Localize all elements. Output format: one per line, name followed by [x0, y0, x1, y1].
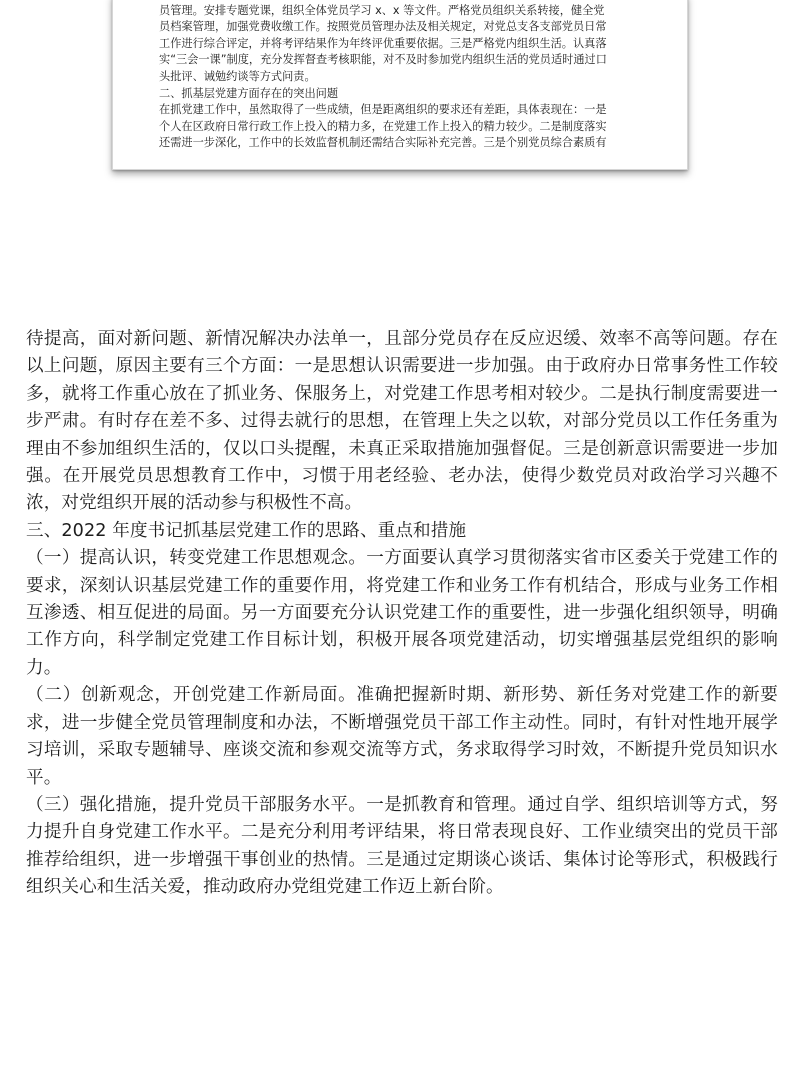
preview-line: 员管理。安排专题党课，组织全体党员学习 x、x 等文件。严格党员组织关系转接，健全党 — [159, 3, 605, 17]
preview-line: 员档案管理，加强党费收缴工作。按照党员管理办法及相关规定，对党总支各支部党员日常 — [159, 20, 607, 34]
document-body — [26, 326, 778, 902]
paragraph-measure-3: （三）强化措施，提升党员干部服务水平。一是抓教育和管理。通过自学、组织培训等方式，努力提升自身党建工作水平。二是充分利用考评结果，将日常表现良好、工作业绩突出的党员干部推荐给组织，进一步增强干事创业的热情。三是通过定期谈心谈话、集体讨论等形式，积极践行组织关心和生活关爱，推动政府办党组党建工作迈上新台阶。 — [26, 794, 778, 898]
paragraph-problems-causes: 待提高，面对新问题、新情况解决办法单一，且部分党员存在反应迟缓、效率不高等问题。存在以上问题，原因主要有三个方面：一是思想认识需要进一步加强。由于政府办日常事务性工作较多，就将工作重心放在了抓业务、保服务上，对党建工作思考相对较少。二是执行制度需要进一步严肃。有时存在差不多、过得去就行的思想，在管理上失之以软，对部分党员以工作任务重为理由不参加组织生活的，仅以口头提醒，未真正采取措施加强督促。三是创新意识需要进一步加强。在开展党员思想教育工作中，习惯于用老经验、老办法，使得少数党员对政治学习兴趣不浓，对党组织开展的活动参与积极性不高。 — [26, 329, 778, 514]
preview-line: 在抓党建工作中，虽然取得了一些成绩，但是距离组织的要求还有差距，具体表现在：一是 — [159, 103, 607, 117]
section-heading-3: 三、2022 年度书记抓基层党建工作的思路、重点和措施 — [26, 520, 467, 541]
paragraph-measure-1: （一）提高认识，转变党建工作思想观念。一方面要认真学习贯彻落实省市区委关于党建工作的要求，深刻认识基层党建工作的重要作用，将党建工作和业务工作有机结合，形成与业务工作相互渗透、相互促进的局面。另一方面要充分认识党建工作的重要性，进一步强化组织领导，明确工作方向，科学制定党建工作目标计划，积极开展各项党建活动，切实增强基层党组织的影响力。 — [26, 548, 778, 678]
document-preview-card — [112, 0, 688, 170]
preview-line: 个人在区政府日常行政工作上投入的精力多，在党建工作上投入的精力较少。二是制度落实 — [159, 119, 607, 133]
preview-line: 头批评、诫勉约谈等方式问责。 — [159, 69, 316, 83]
preview-line: 工作进行综合评定，并将考评结果作为年终评优重要依据。三是严格党内组织生活。认真落 — [159, 36, 607, 50]
preview-line: 还需进一步深化，工作中的长效监督机制还需结合实际补充完善。三是个别党员综合素质有 — [159, 136, 607, 150]
preview-section-heading: 二、抓基层党建方面存在的突出问题 — [159, 86, 339, 100]
paragraph-measure-2: （二）创新观念，开创党建工作新局面。准确把握新时期、新形势、新任务对党建工作的新要求，进一步健全党员管理制度和办法，不断增强党员干部工作主动性。同时，有针对性地开展学习培训，采取专题辅导、座谈交流和参观交流等方式，务求取得学习时效，不断提升党员知识水平。 — [26, 685, 778, 788]
preview-line: 实“三会一课”制度，充分发挥督查考核职能，对不及时参加党内组织生活的党员适时通过口 — [159, 53, 607, 67]
